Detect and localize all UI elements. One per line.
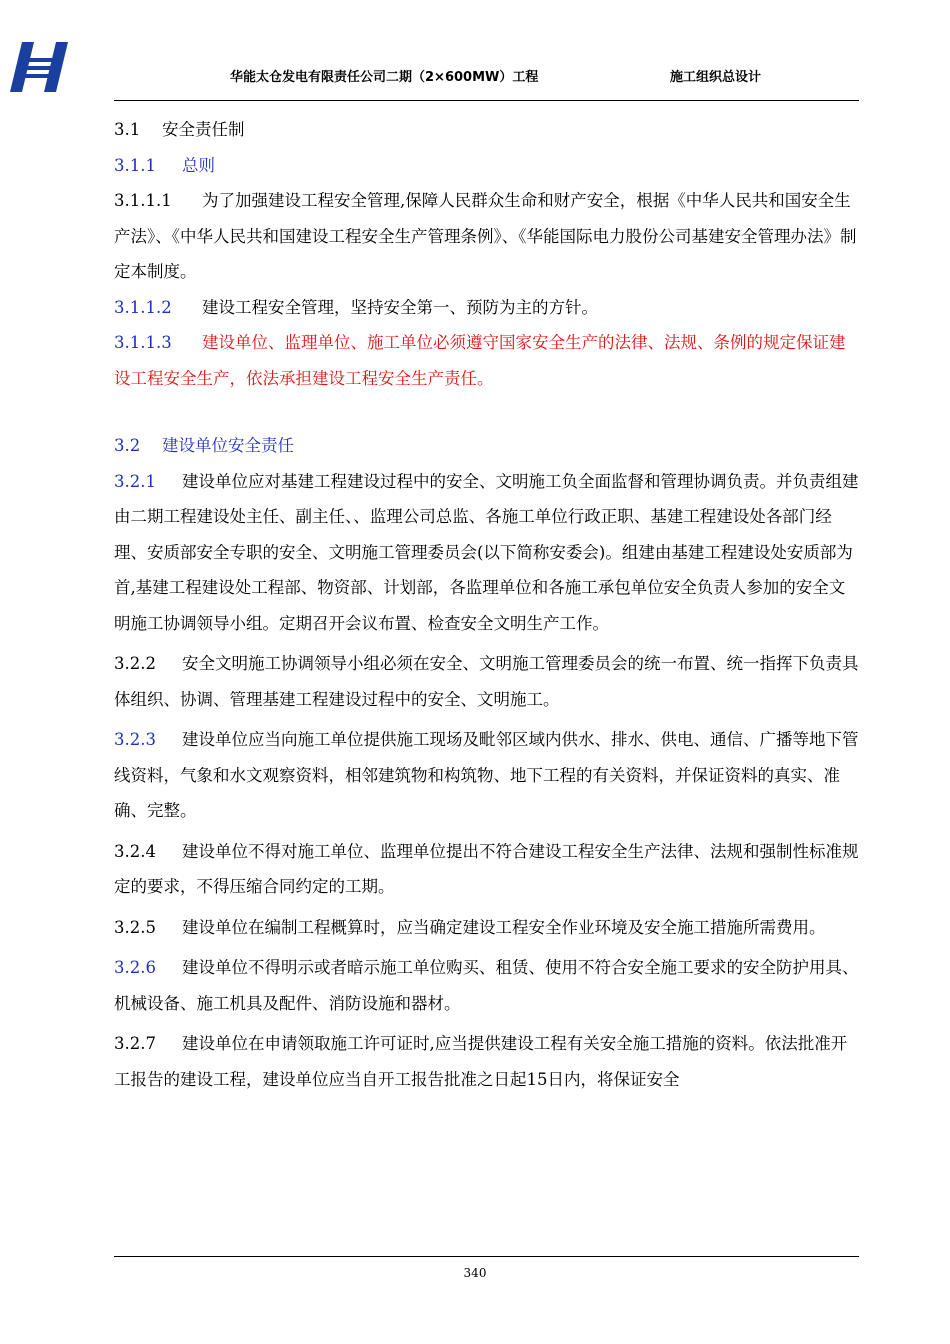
section-number: 3.1.1	[114, 155, 156, 175]
clause-text: 安全文明施工协调领导小组必须在安全、文明施工管理委员会的统一布置、统一指挥下负责具体组织、协调、管理基建工程建设过程中的安全、文明施工。	[114, 654, 859, 709]
huaneng-logo-icon	[10, 42, 72, 92]
clause-number: 3.2.1	[114, 471, 156, 491]
section-number: 3.2	[114, 436, 141, 455]
header-rule	[114, 100, 859, 101]
clause-text: 建设单位应当向施工单位提供施工现场及毗邻区域内供水、排水、供电、通信、广播等地下管线资料，气象和水文观察资料，相邻建筑物和构筑物、地下工程的有关资料，并保证资料的真实、准确、完整。	[114, 730, 859, 820]
clause-text: 建设单位、监理单位、施工单位必须遵守国家安全生产的法律、法规、条例的规定保证建设工程安全生产，依法承担建设工程安全生产责任。	[114, 333, 846, 388]
clause-3-1-1-1	[114, 183, 861, 290]
clause-3-2-7	[114, 1026, 861, 1097]
footer-rule	[114, 1256, 859, 1257]
clause-number: 3.2.3	[114, 730, 156, 749]
header-doc-title: 施工组织总设计	[670, 70, 762, 85]
clause-3-1-1-2	[114, 290, 861, 326]
clause-3-2-5	[114, 910, 861, 946]
clause-text: 建设单位在编制工程概算时，应当确定建设工程安全作业环境及安全施工措施所需费用。	[182, 917, 826, 937]
clause-text: 建设单位在申请领取施工许可证时,应当提供建设工程有关安全施工措施的资料。依法批准开工报告的建设工程，建设单位应当自开工报告批准之日起15日内，将保证安全	[114, 1034, 848, 1089]
clause-text: 建设单位应对基建工程建设过程中的安全、文明施工负全面监督和管理协调负责。并负责组建由二期工程建设处主任、副主任、、监理公司总监、各施工单位行政正职、基建工程建设处各部门经理、安质部安全专职的安全、文明施工管理委员会(以下简称安委会)。组建由基建工程建设处安质部为首,基建工程建设处工程部、物资部、计划部，各监理单位和各施工承包单位安全负责人参加的安全文明施工协调领导小组。定期召开会议布置、检查安全文明生产工作。	[114, 471, 859, 633]
clause-text: 建设单位不得明示或者暗示施工单位购买、租赁、使用不符合安全施工要求的安全防护用具、机械设备、施工机具及配件、消防设施和器材。	[114, 958, 859, 1013]
clause-number: 3.2.4	[114, 841, 156, 861]
clause-3-2-1	[114, 464, 861, 642]
clause-number: 3.1.1.1	[114, 191, 172, 210]
clause-text: 建设单位不得对施工单位、监理单位提出不符合建设工程安全生产法律、法规和强制性标准规定的要求，不得压缩合同约定的工期。	[114, 841, 859, 896]
page-number: 340	[463, 1266, 487, 1280]
clause-3-1-1-3	[114, 325, 861, 396]
section-3-2	[114, 428, 861, 464]
header-company: 华能太仓发电有限责任公司二期（2×600MW）工程	[230, 70, 539, 85]
clause-3-2-3	[114, 722, 861, 829]
clause-number: 3.1.1.3	[114, 333, 172, 352]
section-title: 总则	[182, 155, 215, 175]
clause-number: 3.2.6	[114, 958, 156, 977]
clause-3-2-2	[114, 646, 861, 717]
clause-number: 3.2.5	[114, 917, 156, 937]
clause-3-2-4	[114, 834, 861, 905]
clause-number: 3.1.1.2	[114, 297, 172, 317]
section-title: 安全责任制	[162, 120, 245, 139]
clause-3-2-6	[114, 950, 861, 1021]
section-title: 建设单位安全责任	[162, 436, 294, 455]
section-3-1-1	[114, 148, 861, 184]
section-number: 3.1	[114, 120, 141, 139]
clause-number: 3.2.7	[114, 1034, 156, 1053]
document-body	[114, 112, 861, 1097]
clause-text: 为了加强建设工程安全管理,保障人民群众生命和财产安全，根据《中华人民共和国安全生产法》、《中华人民共和国建设工程安全生产管理条例》、《华能国际电力股份公司基建安全管理办法》制定本制度。	[114, 191, 857, 281]
clause-number: 3.2.2	[114, 654, 156, 673]
section-3-1	[114, 112, 861, 148]
clause-text: 建设工程安全管理，坚持安全第一、预防为主的方针。	[202, 297, 598, 317]
